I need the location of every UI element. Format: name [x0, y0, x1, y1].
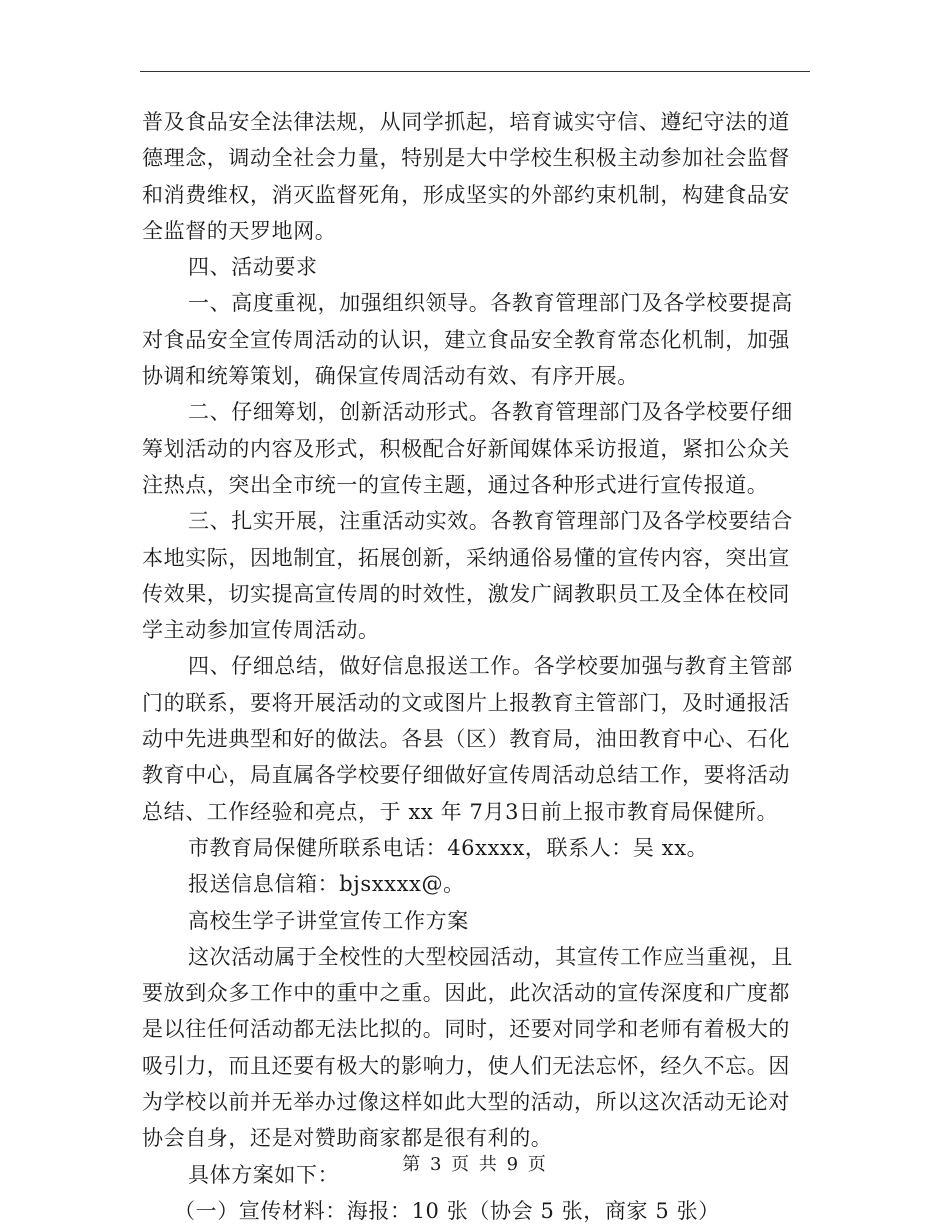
- text-line: 筹划活动的内容及形式，积极配合好新闻媒体采访报道，紧扣公众关: [142, 436, 790, 461]
- text-line: 全监督的天罗地网。: [142, 218, 337, 243]
- contact-email-line: 报送信息信箱：bjsxxxx@。: [188, 872, 465, 897]
- text-line: 教育中心，局直属各学校要仔细做好宣传周活动总结工作，要将活动: [142, 763, 790, 788]
- text-line: 要放到众多工作中的重中之重。因此，此次活动的宣传深度和广度都: [142, 981, 790, 1006]
- text-line: 和消费维权，消灭监督死角，形成坚实的外部约束机制，构建食品安: [142, 182, 790, 207]
- text-line: 传效果，切实提高宣传周的时效性，激发广阔教职员工及全体在校同: [142, 581, 790, 606]
- text-line: 学主动参加宣传周活动。: [142, 618, 380, 643]
- contact-phone-line: 市教育局保健所联系电话：46xxxx，联系人：吴 xx。: [188, 835, 709, 860]
- text-line: 总结、工作经验和亮点，于 xx 年 7月3日前上报市教育局保健所。: [142, 799, 779, 824]
- text-line: 三、扎实开展，注重活动实效。各教育管理部门及各学校要结合: [188, 509, 793, 534]
- text-line: 普及食品安全法律法规，从同学抓起，培育诚实守信、遵纪守法的道: [142, 110, 790, 134]
- text-line: 协调和统筹策划，确保宣传周活动有效、有序开展。: [142, 364, 639, 389]
- header-rule: [140, 71, 810, 72]
- text-line: 动中先进典型和好的做法。各县（区）教育局，油田教育中心、石化: [142, 727, 790, 752]
- text-line: 德理念，调动全社会力量，特别是大中学校生积极主动参加社会监督: [142, 146, 790, 171]
- text-line: 为学校以前并无举办过像这样如此大型的活动，所以这次活动无论对: [142, 1090, 790, 1115]
- list-item: （一）宣传材料：海报：10 张（协会 5 张，商家 5 张）: [174, 1198, 720, 1223]
- text-line: 一、高度重视，加强组织领导。各教育管理部门及各学校要提高: [188, 291, 793, 316]
- text-line: 这次活动属于全校性的大型校园活动，其宣传工作应当重视，且: [188, 944, 793, 969]
- text-line: 对食品安全宣传周活动的认识，建立食品安全教育常态化机制，加强: [142, 327, 790, 352]
- section-heading: 四、活动要求: [188, 255, 318, 280]
- text-line: 四、仔细总结，做好信息报送工作。各学校要加强与教育主管部: [188, 654, 793, 679]
- text-line: 是以往任何活动都无法比拟的。同时，还要对同学和老师有着极大的: [142, 1017, 790, 1042]
- text-line: 协会自身，还是对赞助商家都是很有利的。: [142, 1126, 553, 1151]
- text-line: 吸引力，而且还要有极大的影响力，使人们无法忘怀，经久不忘。因: [142, 1053, 790, 1078]
- section-heading: 高校生学子讲堂宣传工作方案: [188, 908, 469, 933]
- text-line: 注热点，突出全市统一的宣传主题，通过各种形式进行宣传报道。: [142, 472, 769, 497]
- text-line: 具体方案如下：: [188, 1162, 340, 1187]
- document-body: [142, 104, 806, 1229]
- page-number: 第 3 页 共 9 页: [402, 1154, 548, 1175]
- text-line: 二、仔细筹划，创新活动形式。各教育管理部门及各学校要仔细: [188, 400, 793, 425]
- text-line: 门的联系，要将开展活动的文或图片上报教育主管部门，及时通报活: [142, 690, 790, 715]
- text-line: 本地实际，因地制宜，拓展创新，采纳通俗易懂的宣传内容，突出宣: [142, 545, 790, 570]
